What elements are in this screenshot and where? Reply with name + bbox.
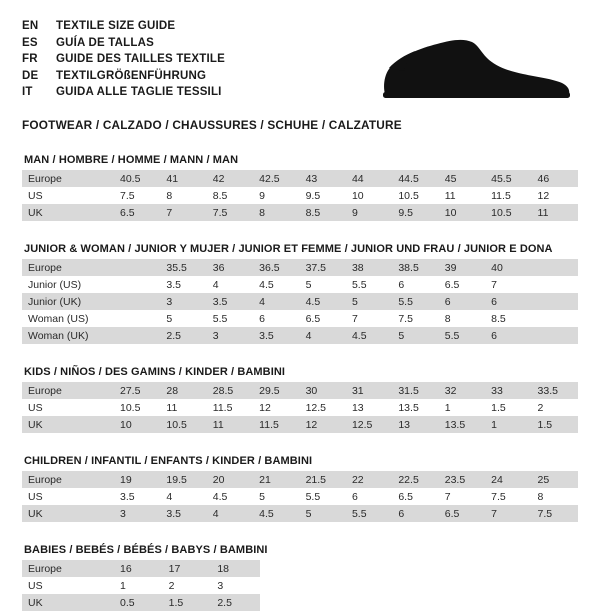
cell: 10.5 <box>160 416 206 433</box>
cell: 10 <box>346 187 392 204</box>
cell: 45.5 <box>485 170 531 187</box>
section-title: BABIES / BEBÉS / BÉBÉS / BABYS / BAMBINI <box>24 544 268 556</box>
cell: 5.5 <box>300 488 346 505</box>
cell: 2 <box>163 577 212 594</box>
table-row <box>22 293 578 310</box>
cell: 10.5 <box>114 399 160 416</box>
cell: 1 <box>439 399 485 416</box>
cell: 3.5 <box>207 293 253 310</box>
cell: 23.5 <box>439 471 485 488</box>
row-label: Europe <box>22 471 114 488</box>
cell: 6 <box>346 488 392 505</box>
cell: 12.5 <box>300 399 346 416</box>
table-row <box>22 505 578 522</box>
language-code: ES <box>22 36 38 49</box>
cell: 4 <box>300 327 346 344</box>
cell: 6 <box>485 293 531 310</box>
row-label: Europe <box>22 170 114 187</box>
cell: 6 <box>392 276 438 293</box>
cell: 36 <box>207 259 253 276</box>
language-code: IT <box>22 86 33 98</box>
cell: 33.5 <box>532 382 578 399</box>
cell: 42.5 <box>253 170 299 187</box>
cell: 6 <box>485 327 531 344</box>
cell: 16 <box>114 560 163 577</box>
section-title: MAN / HOMBRE / HOMME / MANN / MAN <box>24 154 239 166</box>
cell: 4 <box>207 505 253 522</box>
cell: 7 <box>485 276 531 293</box>
cell: 9.5 <box>392 204 438 221</box>
cell: 4 <box>160 488 206 505</box>
language-title: GUIDA ALLE TAGLIE TESSILI <box>56 86 222 98</box>
table-row <box>22 488 578 505</box>
language-titles <box>22 18 225 101</box>
language-row <box>22 18 225 35</box>
cell: 30 <box>300 382 346 399</box>
cell: 27.5 <box>114 382 160 399</box>
cell: 3.5 <box>160 505 206 522</box>
table-row <box>22 471 578 488</box>
row-label: US <box>22 399 114 416</box>
cell: 7.5 <box>532 505 578 522</box>
cell: 12 <box>253 399 299 416</box>
cell: 6 <box>439 293 485 310</box>
dress-shoe-icon <box>362 18 578 102</box>
size-table-kids <box>22 382 578 433</box>
cell: 46 <box>532 170 578 187</box>
cell: 1.5 <box>532 416 578 433</box>
section-man <box>22 154 578 221</box>
cell: 4 <box>253 293 299 310</box>
cell: 7.5 <box>114 187 160 204</box>
cell: 8.5 <box>485 310 531 327</box>
cell: 3.5 <box>253 327 299 344</box>
language-row <box>22 51 225 68</box>
cell: 4.5 <box>300 293 346 310</box>
section-babies <box>22 544 578 611</box>
size-table-babies <box>22 560 260 611</box>
cell: 31 <box>346 382 392 399</box>
row-label: UK <box>22 204 114 221</box>
cell: 4.5 <box>346 327 392 344</box>
cell: 4.5 <box>207 488 253 505</box>
section-kids <box>22 366 578 433</box>
section-title: JUNIOR & WOMAN / JUNIOR Y MUJER / JUNIOR ET FEMME / JUNIOR UND FRAU / JUNIOR E DONA <box>24 243 553 255</box>
cell: 44.5 <box>392 170 438 187</box>
cell: 2.5 <box>160 327 206 344</box>
section-title: CHILDREN / INFANTIL / ENFANTS / KINDER / BAMBINI <box>24 455 313 467</box>
language-row <box>22 68 225 85</box>
cell: 40 <box>485 259 531 276</box>
cell: 1 <box>114 577 163 594</box>
table-row <box>22 382 578 399</box>
cell: 24 <box>485 471 531 488</box>
cell: 11.5 <box>253 416 299 433</box>
cell: 7.5 <box>485 488 531 505</box>
cell: 3.5 <box>114 488 160 505</box>
cell: 33 <box>485 382 531 399</box>
cell: 3 <box>114 505 160 522</box>
section-junior-woman <box>22 243 578 344</box>
cell: 6 <box>253 310 299 327</box>
cell: 22 <box>346 471 392 488</box>
cell: 11.5 <box>485 187 531 204</box>
row-label: US <box>22 488 114 505</box>
cell <box>114 310 160 327</box>
cell: 9 <box>346 204 392 221</box>
cell: 5.5 <box>207 310 253 327</box>
cell: 5.5 <box>346 505 392 522</box>
cell: 0.5 <box>114 594 163 611</box>
cell: 13.5 <box>392 399 438 416</box>
cell: 11 <box>532 204 578 221</box>
cell: 29.5 <box>253 382 299 399</box>
cell: 28 <box>160 382 206 399</box>
cell: 31.5 <box>392 382 438 399</box>
cell <box>532 276 578 293</box>
cell: 4.5 <box>253 505 299 522</box>
cell: 17 <box>163 560 212 577</box>
size-table-children <box>22 471 578 522</box>
cell: 6 <box>392 505 438 522</box>
cell: 18 <box>211 560 260 577</box>
cell: 41 <box>160 170 206 187</box>
cell: 13 <box>346 399 392 416</box>
language-title: TEXTILGRÖßENFÜHRUNG <box>56 69 207 82</box>
row-label: Junior (UK) <box>22 293 114 310</box>
language-row <box>22 35 225 52</box>
table-row <box>22 259 578 276</box>
cell: 5 <box>160 310 206 327</box>
row-label: Junior (US) <box>22 276 114 293</box>
cell: 3 <box>160 293 206 310</box>
cell: 7 <box>439 488 485 505</box>
table-row <box>22 327 578 344</box>
cell: 40.5 <box>114 170 160 187</box>
cell: 6.5 <box>114 204 160 221</box>
cell: 7 <box>485 505 531 522</box>
cell: 5 <box>346 293 392 310</box>
cell <box>114 259 160 276</box>
cell: 7.5 <box>392 310 438 327</box>
category-heading: FOOTWEAR / CALZADO / CHAUSSURES / SCHUHE / CALZATURE <box>22 118 402 132</box>
cell: 5 <box>253 488 299 505</box>
cell: 7 <box>346 310 392 327</box>
cell: 11 <box>160 399 206 416</box>
cell: 42 <box>207 170 253 187</box>
cell: 37.5 <box>300 259 346 276</box>
cell: 13 <box>392 416 438 433</box>
cell: 10 <box>439 204 485 221</box>
cell: 20 <box>207 471 253 488</box>
section-children <box>22 455 578 522</box>
cell: 43 <box>300 170 346 187</box>
cell: 5.5 <box>346 276 392 293</box>
cell: 5.5 <box>392 293 438 310</box>
cell: 10 <box>114 416 160 433</box>
cell <box>114 276 160 293</box>
cell: 3.5 <box>160 276 206 293</box>
cell: 4.5 <box>253 276 299 293</box>
language-code: DE <box>22 69 39 82</box>
language-title: GUÍA DE TALLAS <box>56 36 154 49</box>
cell <box>532 259 578 276</box>
size-table-man <box>22 170 578 221</box>
row-label: Woman (US) <box>22 310 114 327</box>
document-header <box>22 18 578 102</box>
cell: 12.5 <box>346 416 392 433</box>
table-row <box>22 577 260 594</box>
cell: 13.5 <box>439 416 485 433</box>
cell <box>532 310 578 327</box>
cell: 2 <box>532 399 578 416</box>
table-row <box>22 276 578 293</box>
cell: 21.5 <box>300 471 346 488</box>
cell: 6.5 <box>439 505 485 522</box>
cell: 10.5 <box>485 204 531 221</box>
cell: 8 <box>439 310 485 327</box>
language-title: GUIDE DES TAILLES TEXTILE <box>56 53 225 65</box>
language-code: FR <box>22 53 38 65</box>
cell: 1.5 <box>485 399 531 416</box>
cell: 38.5 <box>392 259 438 276</box>
row-label: UK <box>22 416 114 433</box>
table-row <box>22 170 578 187</box>
cell: 12 <box>300 416 346 433</box>
cell: 8 <box>532 488 578 505</box>
cell: 28.5 <box>207 382 253 399</box>
cell: 6.5 <box>392 488 438 505</box>
cell: 10.5 <box>392 187 438 204</box>
row-label: UK <box>22 505 114 522</box>
row-label: Woman (UK) <box>22 327 114 344</box>
cell: 11 <box>207 416 253 433</box>
cell: 6.5 <box>300 310 346 327</box>
cell: 11.5 <box>207 399 253 416</box>
section-title: KIDS / NIÑOS / DES GAMINS / KINDER / BAMBINI <box>24 366 286 378</box>
cell: 44 <box>346 170 392 187</box>
cell: 38 <box>346 259 392 276</box>
cell: 8 <box>160 187 206 204</box>
cell: 9 <box>253 187 299 204</box>
row-label: Europe <box>22 259 114 276</box>
cell: 36.5 <box>253 259 299 276</box>
language-row <box>22 84 225 101</box>
table-row <box>22 560 260 577</box>
table-row <box>22 187 578 204</box>
row-label: UK <box>22 594 114 611</box>
cell: 5.5 <box>439 327 485 344</box>
cell: 5 <box>300 505 346 522</box>
cell: 21 <box>253 471 299 488</box>
cell: 19 <box>114 471 160 488</box>
cell: 4 <box>207 276 253 293</box>
cell: 25 <box>532 471 578 488</box>
cell: 5 <box>300 276 346 293</box>
cell: 8 <box>253 204 299 221</box>
cell: 3 <box>207 327 253 344</box>
cell: 1.5 <box>163 594 212 611</box>
table-row <box>22 594 260 611</box>
language-code: EN <box>22 20 39 32</box>
cell: 11 <box>439 187 485 204</box>
cell: 32 <box>439 382 485 399</box>
table-row <box>22 204 578 221</box>
cell: 7 <box>160 204 206 221</box>
cell: 9.5 <box>300 187 346 204</box>
cell: 8.5 <box>300 204 346 221</box>
table-row <box>22 310 578 327</box>
cell: 22.5 <box>392 471 438 488</box>
table-row <box>22 399 578 416</box>
cell: 5 <box>392 327 438 344</box>
cell: 8.5 <box>207 187 253 204</box>
cell: 39 <box>439 259 485 276</box>
row-label: Europe <box>22 560 114 577</box>
table-row <box>22 416 578 433</box>
cell <box>532 293 578 310</box>
cell: 19.5 <box>160 471 206 488</box>
cell: 45 <box>439 170 485 187</box>
row-label: Europe <box>22 382 114 399</box>
cell: 35.5 <box>160 259 206 276</box>
cell: 6.5 <box>439 276 485 293</box>
cell: 3 <box>211 577 260 594</box>
language-title: TEXTILE SIZE GUIDE <box>56 20 176 32</box>
cell: 2.5 <box>211 594 260 611</box>
cell <box>114 327 160 344</box>
cell: 1 <box>485 416 531 433</box>
row-label: US <box>22 577 114 594</box>
cell <box>114 293 160 310</box>
cell <box>532 327 578 344</box>
cell: 12 <box>532 187 578 204</box>
size-table-junior-woman <box>22 259 578 344</box>
row-label: US <box>22 187 114 204</box>
cell: 7.5 <box>207 204 253 221</box>
